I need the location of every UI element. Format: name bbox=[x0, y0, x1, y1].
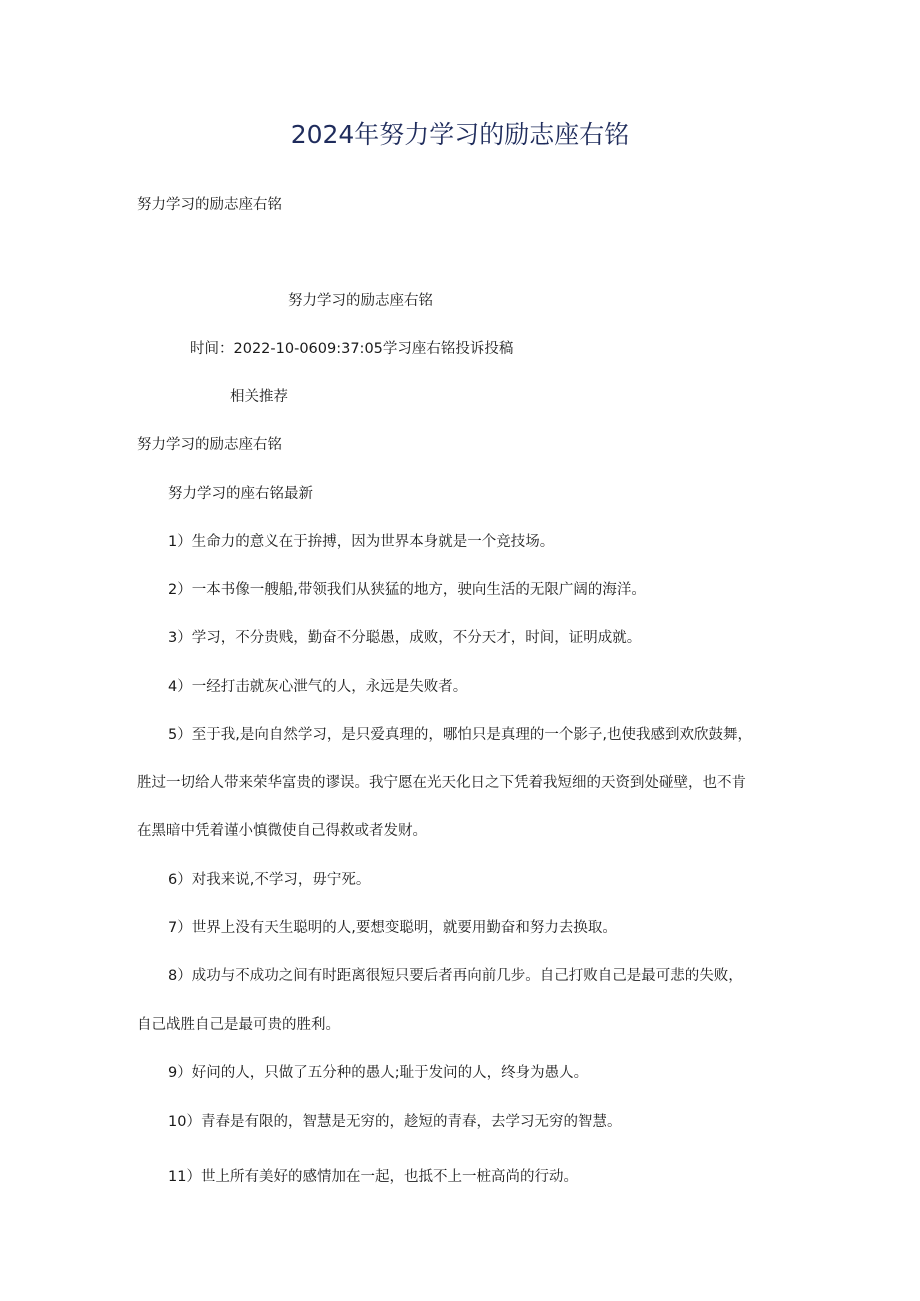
quote-item: 4）一经打击就灰心泄气的人，永远是失败者。 bbox=[168, 679, 468, 695]
section-subheading: 努力学习的座右铭最新 bbox=[168, 486, 313, 502]
subtitle-line: 努力学习的励志座右铭 bbox=[137, 197, 282, 213]
article-meta: 时间：2022-10-0609:37:05学习座右铭投诉投稿 bbox=[190, 341, 514, 357]
quote-item-continuation: 在黑暗中凭着谨小慎微使自己得救或者发财。 bbox=[137, 823, 427, 839]
quote-item: 7）世界上没有天生聪明的人,要想变聪明，就要用勤奋和努力去换取。 bbox=[168, 920, 617, 936]
quote-item: 5）至于我,是向自然学习，是只爱真理的，哪怕只是真理的一个影子,也使我感到欢欣鼓舞， bbox=[168, 727, 752, 743]
quote-item: 11）世上所有美好的感情加在一起，也抵不上一桩高尚的行动。 bbox=[168, 1169, 578, 1185]
section-heading: 努力学习的励志座右铭 bbox=[137, 437, 282, 453]
related-label: 相关推荐 bbox=[230, 389, 288, 405]
quote-item: 8）成功与不成功之间有时距离很短只要后者再向前几步。自己打败自己是最可悲的失败， bbox=[168, 968, 743, 984]
quote-item: 3）学习，不分贵贱，勤奋不分聪愚，成败，不分天才，时间，证明成就。 bbox=[168, 630, 642, 646]
quote-item: 1）生命力的意义在于拚搏，因为世界本身就是一个竞技场。 bbox=[168, 534, 555, 550]
article-heading: 努力学习的励志座右铭 bbox=[288, 293, 433, 309]
quote-item: 6）对我来说,不学习，毋宁死。 bbox=[168, 872, 371, 888]
quote-item-continuation: 胜过一切给人带来荣华富贵的谬误。我宁愿在光天化日之下凭着我短细的天资到处碰壁，也不肯 bbox=[137, 775, 746, 791]
quote-item: 2）一本书像一艘船,带领我们从狭猛的地方，驶向生活的无限广阔的海洋。 bbox=[168, 582, 646, 598]
quote-item-continuation: 自己战胜自己是最可贵的胜利。 bbox=[137, 1017, 340, 1033]
quote-item: 10）青春是有限的，智慧是无穷的，趁短的青春，去学习无穷的智慧。 bbox=[168, 1114, 622, 1130]
quote-item: 9）好问的人，只做了五分种的愚人;耻于发问的人，终身为愚人。 bbox=[168, 1065, 589, 1081]
document-title: 2024年努力学习的励志座右铭 bbox=[290, 120, 630, 149]
